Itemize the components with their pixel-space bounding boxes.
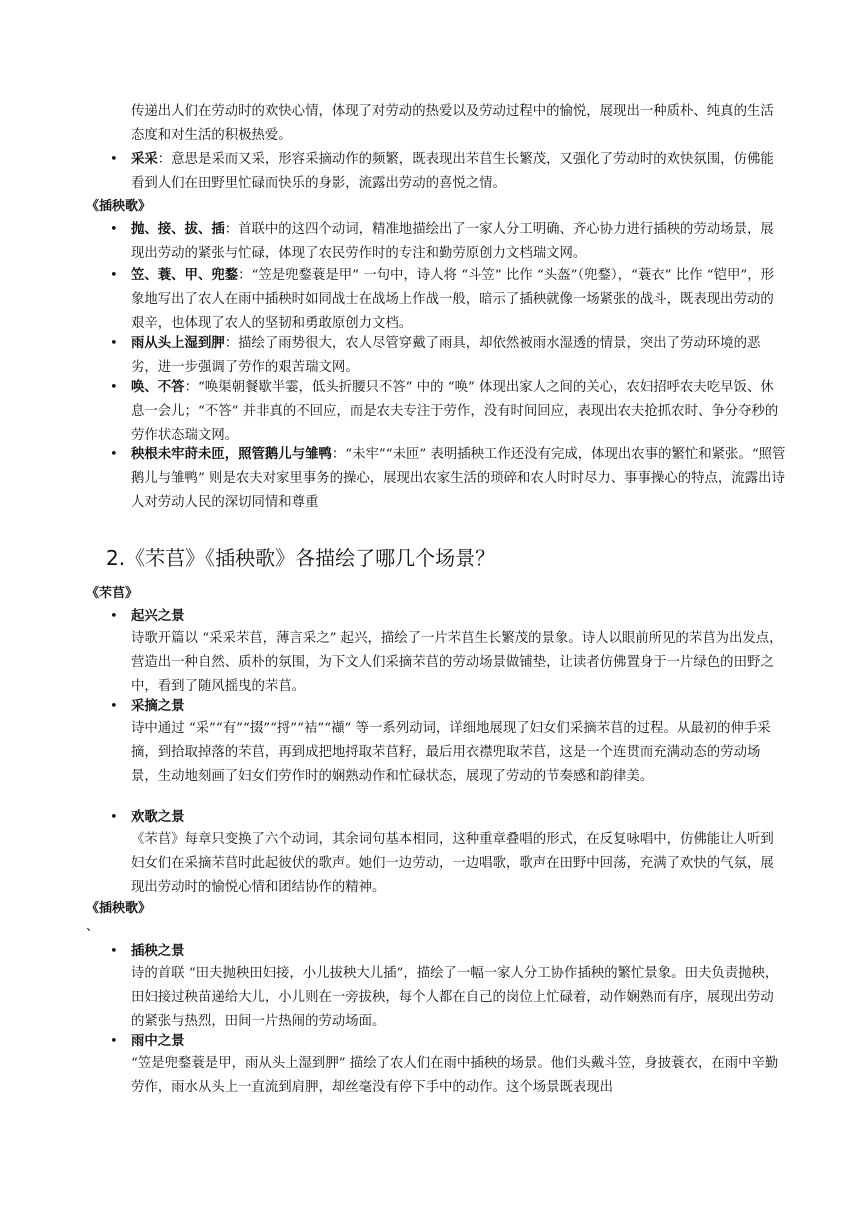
bullet: • xyxy=(110,152,118,167)
term: 抛、接、拔、插 xyxy=(131,222,225,237)
scene-description: 《芣苢》每章只变换了六个动词，其余词句基本相同，这种重章叠唱的形式，在反复咏唱中，仿佛能让人听到妇女们在采摘芣苢时此起彼伏的歌声。她们一边劳动，一边唱歌，歌声在田野中回荡，充满了欢快的气氛，展现出劳动时的愉悦心情和团结协作的精神。 xyxy=(131,832,774,895)
term-explanation: ：意思是采而又采，形容采摘动作的频繁，既表现出芣苢生长繁茂，又强化了劳动时的欢快氛围，仿佛能看到人们在田野里忙碌而快乐的身影，流露出劳动的喜悦之情。 xyxy=(131,152,774,191)
scene-title: 欢歌之景 xyxy=(131,810,185,825)
list-item xyxy=(131,264,787,336)
term-explanation: ：“唤渠朝餐歇半霎，低头折腰只不答” 中的 “唤” 体现出家人之间的关心，农妇招呼农夫吃早饭、休息一会儿；“不答” 并非真的不回应，而是农夫专注于劳作，没有时间回应，表现出农夫抢抓农时、争分夺秒的劳作状态瑞文网。 xyxy=(131,380,779,443)
scene-description: 诗中通过 “采”“有”“掇”“捋”“袺”“襭” 等一系列动词，详细地展现了妇女们采摘芣苢的过程。从最初的伸手采摘，到拾取掉落的芣苢，再到成把地捋取芣苢籽，最后用衣襟兜取芣苢，这是一个连贯而充满动态的劳动场景，生动地刻画了妇女们劳作时的娴熟动作和忙碌状态，展现了劳动的节奏感和韵律美。 xyxy=(131,721,771,784)
term: 唤、不答 xyxy=(131,380,185,395)
stray-mark: 、 xyxy=(86,919,100,934)
bullet: • xyxy=(110,268,118,283)
question-heading: 2.《芣苢》《插秧歌》各描绘了哪几个场景？ xyxy=(106,546,496,570)
term-explanation: ：“未牢”“未匝” 表明插秧工作还没有完成，体现出农事的繁忙和紧张。“照管鹅儿与雏鸭” 则是农夫对家里事务的操心，展现出农家生活的琐碎和农人时时尽力、事事操心的特点，流露出诗人对劳动人民的深切同情和尊重 xyxy=(131,447,786,510)
term-explanation: ：首联中的这四个动词，精准地描绘出了一家人分工明确、齐心协力进行插秧的劳动场景，展现出劳动的紧张与忙碌，体现了农民劳作时的专注和勤劳原创力文档瑞文网。 xyxy=(131,222,774,261)
bullet: • xyxy=(110,810,118,825)
scene-title: 起兴之景 xyxy=(131,609,185,624)
list-item xyxy=(131,332,787,380)
list-item xyxy=(131,443,787,515)
bullet: • xyxy=(110,336,118,351)
bullet: • xyxy=(110,447,118,462)
bullet: • xyxy=(110,380,118,395)
scene-description: “笠是兜鍪蓑是甲，雨从头上湿到胛” 描绘了农人们在雨中插秧的场景。他们头戴斗笠，身披蓑衣，在雨中辛勤劳作，雨水从头上一直流到肩胛，却丝毫没有停下手中的动作。这个场景既表现出 xyxy=(131,1056,779,1095)
section-heading-chayangge: 《插秧歌》 xyxy=(86,199,152,214)
term-explanation: ：“笠是兜鍪蓑是甲” 一句中，诗人将 “斗笠” 比作 “头盔”（兜鍪），“蓑衣” 比作 “铠甲”，形象地写出了农人在雨中插秧时如同战士在战场上作战一般，暗示了插秧就像一场紧张的战斗，既表现出劳动的艰辛，也体现了农人的坚韧和勇敢原创力文档。 xyxy=(131,268,774,331)
list-item xyxy=(131,218,787,266)
scene-title: 采摘之景 xyxy=(131,699,185,714)
scene-title: 雨中之景 xyxy=(131,1034,185,1049)
bullet: • xyxy=(110,699,118,714)
section-heading-chayangge-2: 《插秧歌》 xyxy=(86,901,152,916)
bullet: • xyxy=(110,609,118,624)
bullet: • xyxy=(110,944,118,959)
term: 笠、蓑、甲、兜鍪 xyxy=(131,268,239,283)
scene-description: 诗的首联 “田夫抛秧田妇接，小儿拔秧大儿插”，描绘了一幅一家人分工协作插秧的繁忙景象。田夫负责抛秧，田妇接过秧苗递给大儿，小儿则在一旁拔秧，每个人都在自己的岗位上忙碌着，动作娴熟而有序，展现出劳动的紧张与热烈，田间一片热闹的劳动场面。 xyxy=(131,966,779,1029)
bullet: • xyxy=(110,1034,118,1049)
list-item-caicai xyxy=(131,148,787,196)
intro-continuation: 传递出人们在劳动时的欢快心情，体现了对劳动的热爱以及劳动过程中的愉悦，展现出一种质朴、纯真的生活态度和对生活的积极热爱。 xyxy=(131,104,774,143)
list-item xyxy=(131,376,787,448)
scene-description: 诗歌开篇以 “采采芣苢，薄言采之” 起兴，描绘了一片芣苢生长繁茂的景象。诗人以眼前所见的芣苢为出发点，营造出一种自然、质朴的氛围，为下文人们采摘芣苢的劳动场景做铺垫，让读者仿佛置身于一片绿色的田野之中，看到了随风摇曳的芣苢。 xyxy=(131,631,783,694)
bullet: • xyxy=(110,222,118,237)
section-heading-fuyi: 《芣苢》 xyxy=(86,586,139,601)
term-explanation: ：描绘了雨势很大，农人尽管穿戴了雨具，却依然被雨水湿透的情景，突出了劳动环境的恶劣，进一步强调了劳作的艰苦瑞文网。 xyxy=(131,336,761,375)
term: 秧根未牢莳未匝，照管鹅儿与雏鸭 xyxy=(131,447,332,462)
scene-title: 插秧之景 xyxy=(131,944,185,959)
term: 采采 xyxy=(131,152,158,167)
term: 雨从头上湿到胛 xyxy=(131,336,225,351)
